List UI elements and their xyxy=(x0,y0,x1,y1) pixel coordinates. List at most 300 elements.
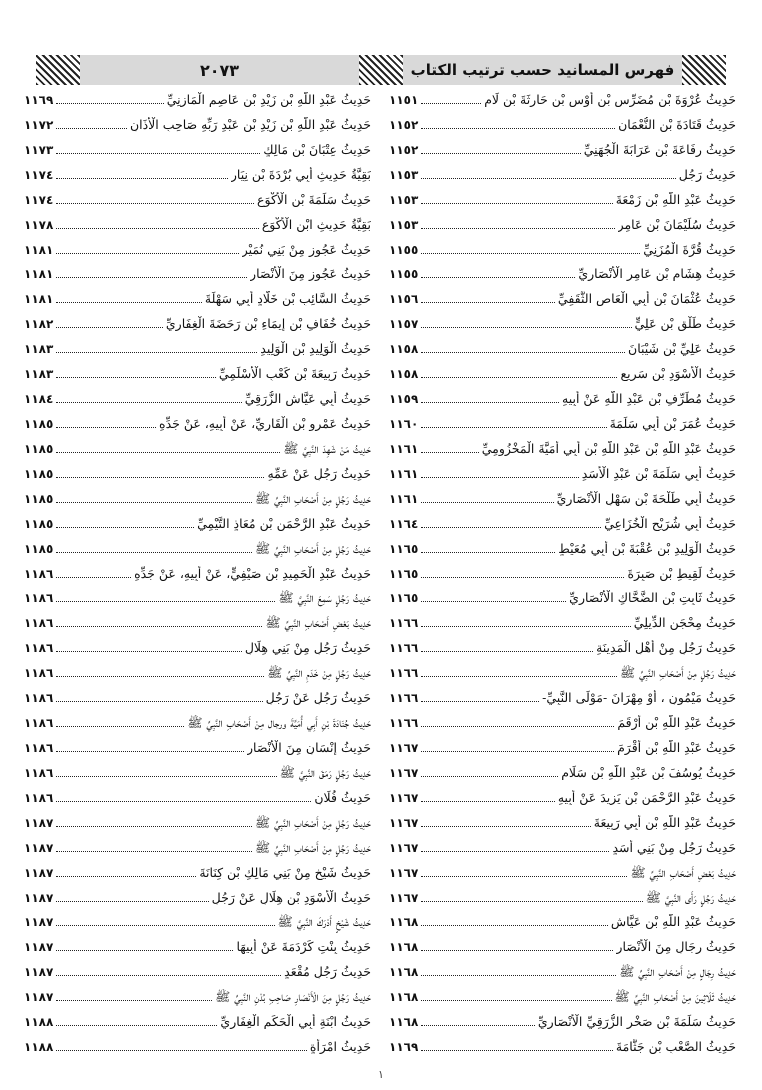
leader-dots xyxy=(56,302,202,303)
index-entry xyxy=(389,341,736,366)
index-entry xyxy=(389,192,736,217)
entry-title: حَدِيثُ عَبْدِ اللَّهِ بْنِ زَمْعَةَ xyxy=(615,191,736,207)
entry-title: حَدِيثُ أَبِي طَلْحَةَ بْنِ سَهْلٍ الْأَنْصَارِيِّ xyxy=(556,490,736,506)
entry-page-number: ١١٨١ xyxy=(24,292,54,307)
entry-page-number: ١١٦٩ xyxy=(389,1040,419,1055)
entry-page-number: ١١٨١ xyxy=(24,242,54,257)
leader-dots xyxy=(421,253,640,254)
leader-dots xyxy=(421,901,642,902)
index-entry xyxy=(24,715,371,740)
leader-dots xyxy=(421,577,624,578)
entry-page-number: ١١٦٦ xyxy=(389,666,419,681)
entry-title: حَدِيثُ رَجُلٍ مِنْ بَنِي هِلَالٍ xyxy=(244,640,371,656)
entry-title: حَدِيثُ مِحْجَنٍ الدِّيلِيِّ xyxy=(633,615,736,631)
entry-title: حَدِيثُ رَجُلٍ مِنْ أَصْحَابِ النَّبِيِّ ﷺ xyxy=(255,490,371,506)
index-entry xyxy=(389,765,736,790)
leader-dots xyxy=(56,502,252,503)
entry-page-number: ١١٨١ xyxy=(24,267,54,282)
index-columns xyxy=(24,92,736,1064)
entry-title: حَدِيثُ رَجُلٍ مِنْ أَهْلِ الْمَدِينَةِ xyxy=(596,640,736,656)
entry-title: حَدِيثُ عَبْدِ اللَّهِ بْنِ عَيَّاشٍ xyxy=(610,914,736,930)
index-entry xyxy=(389,740,736,765)
entry-title: حَدِيثُ عَبْدِ الرَّحْمَنِ بْنِ يَزِيدَ عَنْ أَبِيهِ xyxy=(557,789,736,805)
entry-page-number: ١١٨٥ xyxy=(24,541,54,556)
entry-page-number: ١١٦٨ xyxy=(389,990,419,1005)
index-entry xyxy=(24,815,371,840)
leader-dots xyxy=(421,676,617,677)
index-entry xyxy=(389,167,736,192)
leader-dots xyxy=(56,477,264,478)
leader-dots xyxy=(421,701,539,702)
entry-page-number: ١١٨٣ xyxy=(24,342,54,357)
entry-page-number: ١١٦٦ xyxy=(389,641,419,656)
entry-title: حَدِيثُ رَجُلٍ مُقْعَدٍ xyxy=(284,964,371,980)
entry-title: حَدِيثُ رَجُلٍ مِنَ الْأَنْصَارِ صَاحِبِ بُدْنِ النَّبِيِّ ﷺ xyxy=(215,989,371,1005)
leader-dots xyxy=(56,452,280,453)
entry-title: حَدِيثُ عِتْبَانَ بْنِ مَالِكٍ xyxy=(263,141,371,157)
index-entry xyxy=(24,989,371,1014)
index-entry xyxy=(24,391,371,416)
leader-dots xyxy=(421,153,580,154)
entry-title: حَدِيثُ رَجُلٍ xyxy=(678,166,736,182)
entry-page-number: ١١٥٥ xyxy=(389,242,419,257)
leader-dots xyxy=(421,352,625,353)
entry-title: حَدِيثُ رِجَالٍ مِنَ الْأَنْصَارِ xyxy=(616,939,736,955)
entry-page-number: ١١٥٢ xyxy=(389,117,419,132)
leader-dots xyxy=(421,626,630,627)
entry-page-number: ١١٦٧ xyxy=(389,840,419,855)
index-entry xyxy=(389,890,736,915)
leader-dots xyxy=(56,1050,307,1051)
leader-dots xyxy=(421,751,614,752)
leader-dots xyxy=(421,1050,613,1051)
leader-dots xyxy=(56,950,233,951)
index-entry xyxy=(24,491,371,516)
index-entry xyxy=(389,266,736,291)
index-entry xyxy=(24,192,371,217)
entry-title: حَدِيثُ أَبِي سَلَمَةَ بْنِ عَبْدِ الْأَسَدِ xyxy=(581,465,736,481)
entry-page-number: ١١٦١ xyxy=(389,441,419,456)
leader-dots xyxy=(56,427,156,428)
leader-dots xyxy=(421,402,559,403)
entry-page-number: ١١٦٥ xyxy=(389,566,419,581)
leader-dots xyxy=(56,826,252,827)
index-entry xyxy=(389,865,736,890)
entry-title: حَدِيثُ عَبْدِ الْحَمِيدِ بْنِ صَيْفِيٍّ، عَنْ أَبِيهِ، عَنْ جَدِّهِ xyxy=(134,565,371,581)
entry-page-number: ١١٦٩ xyxy=(24,93,54,107)
entry-title: حَدِيثُ عَبْدِ اللَّهِ بْنِ زَيْدِ بْنِ عَبْدِ رَبِّهِ صَاحِبِ الْأَذَانِ xyxy=(129,116,371,132)
index-entry xyxy=(389,640,736,665)
entry-title: حَدِيثُ لَقِيطِ بْنِ صَبِرَةَ xyxy=(627,565,736,581)
entry-page-number: ١١٨٦ xyxy=(24,790,54,805)
entry-page-number: ١١٦٦ xyxy=(389,616,419,631)
entry-title: حَدِيثُ رِجَالٍ مِنْ أَصْحَابِ النَّبِيِّ ﷺ xyxy=(619,964,736,980)
right-column xyxy=(389,92,736,1064)
entry-title: حَدِيثُ رَجُلٍ عَنْ عَمِّهِ xyxy=(267,465,371,481)
index-entry xyxy=(389,316,736,341)
entry-page-number: ١١٧٤ xyxy=(24,192,54,207)
entry-title: حَدِيثُ رَجُلٍ رَمَقَ النَّبِيَّ ﷺ xyxy=(279,764,371,780)
leader-dots xyxy=(421,178,675,179)
entry-page-number: ١١٥٨ xyxy=(389,367,419,382)
entry-title: حَدِيثُ عَبْدِ اللَّهِ بْنِ زَيْدِ بْنِ عَاصِمٍ الْمَازِنِيِّ xyxy=(166,92,371,107)
leader-dots xyxy=(421,950,613,951)
index-entry xyxy=(389,416,736,441)
entry-page-number: ١١٨٦ xyxy=(24,765,54,780)
entry-title: حَدِيثُ سَلَمَةَ بْنِ صَخْرٍ الزُّرَقِيِّ الْأَنْصَارِيِّ xyxy=(537,1014,736,1030)
leader-dots xyxy=(421,876,627,877)
entry-title: حَدِيثُ رَجُلٍ مِنْ أَصْحَابِ النَّبِيِّ ﷺ xyxy=(620,665,736,681)
index-entry xyxy=(24,142,371,167)
index-entry xyxy=(389,615,736,640)
entry-page-number: ١١٨٣ xyxy=(24,367,54,382)
entry-title: حَدِيثُ رَجُلٍ مِنْ أَصْحَابِ النَّبِيِّ ﷺ xyxy=(255,839,371,855)
entry-title: حَدِيثُ عُرْوَةَ بْنِ مُضَرِّسِ بْنِ أَوْسِ بْنِ حَارِثَةَ بْنِ لَامٍ xyxy=(484,92,736,107)
index-entry xyxy=(389,1039,736,1064)
index-entry xyxy=(389,242,736,267)
entry-page-number: ١١٨٤ xyxy=(24,392,54,407)
index-entry xyxy=(24,466,371,491)
entry-page-number: ١١٥٣ xyxy=(389,167,419,182)
entry-page-number: ١١٨٥ xyxy=(24,466,54,481)
entry-page-number: ١١٨٧ xyxy=(24,990,54,1005)
index-entry xyxy=(389,665,736,690)
entry-page-number: ١١٦٤ xyxy=(389,516,419,531)
page-number: ٢٠٧٣ xyxy=(199,60,240,80)
entry-title: حَدِيثُ عَلِيِّ بْنِ شَيْبَانَ xyxy=(628,341,736,357)
leader-dots xyxy=(56,751,244,752)
entry-page-number: ١١٨٧ xyxy=(24,890,54,905)
entry-title: حَدِيثُ عَمْرِو بْنِ الْقَارِيِّ، عَنْ أَبِيهِ، عَنْ جَدِّهِ xyxy=(159,415,371,431)
index-entry xyxy=(389,541,736,566)
entry-page-number: ١١٦٨ xyxy=(389,940,419,955)
entry-page-number: ١١٨٦ xyxy=(24,591,54,606)
entry-title: حَدِيثُ الْأَسْوَدِ بْنِ سَرِيعٍ xyxy=(620,366,736,382)
entry-page-number: ١١٥٣ xyxy=(389,217,419,232)
entry-title: حَدِيثُ أَبِي شُرَيْحٍ الْخُزَاعِيِّ xyxy=(604,515,736,531)
entry-page-number: ١١٦٧ xyxy=(389,815,419,830)
entry-title: حَدِيثُ عَبْدِ اللَّهِ بْنِ أَبِي رَبِيعَةَ xyxy=(593,814,736,830)
leader-dots xyxy=(56,153,260,154)
entry-title: حَدِيثُ قُرَّةَ الْمُزَنِيِّ xyxy=(643,241,736,257)
entry-page-number: ١١٥١ xyxy=(389,93,419,107)
entry-title: حَدِيثُ عَبْدِ اللَّهِ بْنِ عَبْدِ اللَّهِ بْنِ أَبِي أُمَيَّةَ الْمَخْزُومِيِّ xyxy=(481,440,736,456)
entry-page-number: ١١٧٤ xyxy=(24,167,54,182)
entry-page-number: ١١٨٦ xyxy=(24,716,54,731)
leader-dots xyxy=(56,901,208,902)
entry-title: حَدِيثُ رِفَاعَةَ بْنِ عَرَابَةَ الْجُهَنِيِّ xyxy=(583,141,736,157)
entry-page-number: ١١٥٣ xyxy=(389,192,419,207)
leader-dots xyxy=(421,502,553,503)
leader-dots xyxy=(421,427,606,428)
leader-dots xyxy=(421,601,566,602)
leader-dots xyxy=(421,552,555,553)
entry-title: حَدِيثُ أَبِي عَيَّاشٍ الزُّرَقِيِّ xyxy=(244,391,371,407)
entry-page-number: ١١٦٧ xyxy=(389,790,419,805)
index-entry xyxy=(24,341,371,366)
leader-dots xyxy=(421,801,555,802)
leader-dots xyxy=(421,826,590,827)
index-entry xyxy=(24,541,371,566)
leader-dots xyxy=(56,975,281,976)
entry-page-number: ١١٦٦ xyxy=(389,691,419,706)
index-entry xyxy=(24,964,371,989)
leader-dots xyxy=(421,975,616,976)
page-number-band xyxy=(80,55,359,85)
entry-title: حَدِيثُ الصَّعْبِ بْنِ جَثَّامَةَ xyxy=(615,1039,736,1055)
index-entry xyxy=(389,989,736,1014)
index-entry xyxy=(24,640,371,665)
leader-dots xyxy=(56,352,257,353)
index-entry xyxy=(389,391,736,416)
leader-dots xyxy=(56,726,184,727)
entry-title: حَدِيثُ شَيْخٍ أَدْرَكَ النَّبِيَّ ﷺ xyxy=(277,914,371,930)
entry-title: حَدِيثُ هِشَامِ بْنِ عَامِرٍ الْأَنْصَارِيِّ xyxy=(578,266,736,282)
leader-dots xyxy=(56,203,254,204)
index-entry xyxy=(24,790,371,815)
entry-page-number: ١١٥٦ xyxy=(389,292,419,307)
leader-dots xyxy=(56,1000,212,1001)
entry-title: حَدِيثُ رَجُلٍ مِنْ خَدَمِ النَّبِيِّ ﷺ xyxy=(267,665,371,681)
index-entry xyxy=(389,466,736,491)
index-entry xyxy=(389,441,736,466)
leader-dots xyxy=(56,651,242,652)
leader-dots xyxy=(421,925,608,926)
entry-page-number: ١١٨٦ xyxy=(24,740,54,755)
entry-page-number: ١١٨٧ xyxy=(24,940,54,955)
index-entry xyxy=(24,765,371,790)
leader-dots xyxy=(56,601,275,602)
index-entry xyxy=(24,1039,371,1064)
index-entry xyxy=(389,815,736,840)
index-entry xyxy=(24,266,371,291)
entry-title: حَدِيثُ عَجُوزٍ مِنَ الْأَنْصَارِ xyxy=(250,266,371,282)
index-entry xyxy=(24,939,371,964)
entry-title: حَدِيثُ مَنْ شَهِدَ النَّبِيَّ ﷺ xyxy=(283,440,371,456)
leader-dots xyxy=(421,103,481,104)
entry-page-number: ١١٦٨ xyxy=(389,965,419,980)
entry-title: حَدِيثُ ثَابِتِ بْنِ الضَّحَّاكِ الْأَنْصَارِيِّ xyxy=(569,590,736,606)
entry-page-number: ١١٨٥ xyxy=(24,516,54,531)
entry-page-number: ١١٦٨ xyxy=(389,915,419,930)
index-entry xyxy=(389,1014,736,1039)
entry-page-number: ١١٧٢ xyxy=(24,117,54,132)
index-entry xyxy=(24,740,371,765)
leader-dots xyxy=(421,851,609,852)
index-entry xyxy=(24,865,371,890)
entry-page-number: ١١٨٧ xyxy=(24,840,54,855)
leader-dots xyxy=(56,103,163,104)
left-column xyxy=(24,92,371,1064)
entry-page-number: ١١٦٥ xyxy=(389,591,419,606)
entry-page-number: ١١٦١ xyxy=(389,466,419,481)
entry-page-number: ١١٥٥ xyxy=(389,267,419,282)
footer-marker: ١ xyxy=(378,1068,384,1081)
page-header xyxy=(36,55,726,85)
entry-title: حَدِيثُ بَعْضِ أَصْحَابِ النَّبِيِّ ﷺ xyxy=(630,864,736,880)
leader-dots xyxy=(421,302,555,303)
leader-dots xyxy=(421,726,614,727)
index-entry xyxy=(389,291,736,316)
leader-dots xyxy=(421,327,631,328)
entry-title: حَدِيثُ رَبِيعَةَ بْنِ كَعْبٍ الْأَسْلَمِيِّ xyxy=(218,366,371,382)
entry-title: حَدِيثُ الْأَسْوَدِ بْنِ هِلَالٍ عَنْ رَجُلٍ xyxy=(211,889,371,905)
leader-dots xyxy=(56,377,216,378)
entry-title: حَدِيثُ إِنْسَانٍ مِنَ الْأَنْصَارِ xyxy=(246,739,371,755)
entry-title: حَدِيثُ عُمَرَ بْنِ أَبِي سَلَمَةَ xyxy=(609,415,736,431)
index-entry xyxy=(389,840,736,865)
entry-title: حَدِيثُ رَجُلٍ عَنْ رَجُلٍ xyxy=(265,690,371,706)
leader-dots xyxy=(421,277,575,278)
entry-title: حَدِيثُ مَيْمُونٍ ، أَوْ مِهْرَانَ -مَوْلَى النَّبِيِّ- xyxy=(542,690,736,706)
entry-title: حَدِيثُ عَبْدِ الرَّحْمَنِ بْنِ مُعَاذٍ التَّيْمِيِّ xyxy=(197,515,371,531)
entry-page-number: ١١٨٦ xyxy=(24,691,54,706)
leader-dots xyxy=(421,377,617,378)
entry-title: حَدِيثُ رَجُلٍ مِنْ بَنِي أَسَدٍ xyxy=(612,839,736,855)
leader-dots xyxy=(421,1025,535,1026)
index-entry xyxy=(24,690,371,715)
index-entry xyxy=(389,566,736,591)
entry-page-number: ١١٦٧ xyxy=(389,740,419,755)
leader-dots xyxy=(421,527,601,528)
entry-page-number: ١١٦٠ xyxy=(389,416,419,431)
entry-page-number: ١١٥٧ xyxy=(389,317,419,332)
index-entry xyxy=(24,890,371,915)
index-entry xyxy=(24,92,371,117)
entry-title: حَدِيثُ شَيْخٍ مِنْ بَنِي مَالِكِ بْنِ كِنَانَةَ xyxy=(199,864,371,880)
index-entry xyxy=(24,441,371,466)
index-entry xyxy=(389,491,736,516)
entry-title: حَدِيثُ خُفَافِ بْنِ إِيمَاءِ بْنِ رَحَضَةَ الْغِفَارِيِّ xyxy=(165,316,371,332)
leader-dots xyxy=(56,626,262,627)
leader-dots xyxy=(56,253,238,254)
leader-dots xyxy=(421,452,478,453)
entry-page-number: ١١٥٨ xyxy=(389,342,419,357)
leader-dots xyxy=(56,776,276,777)
entry-page-number: ١١٨٧ xyxy=(24,915,54,930)
index-entry xyxy=(389,939,736,964)
entry-title: حَدِيثُ ثَلَاثِينَ مِنْ أَصْحَابِ النَّبِيِّ ﷺ xyxy=(614,989,736,1005)
header-pattern-left xyxy=(36,55,80,85)
entry-page-number: ١١٨٦ xyxy=(24,641,54,656)
leader-dots xyxy=(56,552,252,553)
leader-dots xyxy=(421,228,614,229)
index-entry xyxy=(389,914,736,939)
entry-title: حَدِيثُ السَّائِبِ بْنِ خَلَّادٍ أَبِي سَهْلَةَ xyxy=(204,291,371,307)
entry-page-number: ١١٦٧ xyxy=(389,890,419,905)
leader-dots xyxy=(421,203,612,204)
leader-dots xyxy=(421,776,558,777)
leader-dots xyxy=(56,402,241,403)
index-entry xyxy=(389,92,736,117)
leader-dots xyxy=(56,851,252,852)
entry-title: حَدِيثُ الْوَلِيدِ بْنِ الْوَلِيدِ xyxy=(260,341,371,357)
header-pattern-middle xyxy=(359,55,403,85)
entry-page-number: ١١٨٨ xyxy=(24,1040,54,1055)
index-entry xyxy=(24,615,371,640)
entry-title: حَدِيثُ سُلَيْمَانَ بْنِ عَامِرٍ xyxy=(617,216,736,232)
entry-page-number: ١١٨٦ xyxy=(24,616,54,631)
entry-page-number: ١١٨٥ xyxy=(24,416,54,431)
entry-page-number: ١١٦١ xyxy=(389,491,419,506)
entry-page-number: ١١٨٦ xyxy=(24,566,54,581)
entry-title: حَدِيثُ رَجُلٍ مِنْ أَصْحَابِ النَّبِيِّ ﷺ xyxy=(255,814,371,830)
index-entry xyxy=(24,590,371,615)
leader-dots xyxy=(56,876,196,877)
leader-dots xyxy=(56,527,194,528)
leader-dots xyxy=(421,651,593,652)
index-entry xyxy=(24,840,371,865)
entry-title: حَدِيثُ عَجُوزٍ مِنْ بَنِي نُمَيْرٍ xyxy=(241,241,371,257)
index-entry xyxy=(389,142,736,167)
entry-page-number: ١١٦٦ xyxy=(389,716,419,731)
entry-title: حَدِيثُ الْوَلِيدِ بْنِ عُقْبَةَ بْنِ أَبِي مُعَيْطٍ xyxy=(558,540,736,556)
entry-title: حَدِيثُ جُنَادَةَ بْنِ أَبِي أُمَيَّةَ ورجال مِنْ أَصْحَابِ النَّبِيِّ ﷺ xyxy=(187,715,371,731)
entry-title: حَدِيثُ رَجُلٍ مِنْ أَصْحَابِ النَّبِيِّ ﷺ xyxy=(255,540,371,556)
index-entry xyxy=(389,790,736,815)
entry-title: حَدِيثُ سَلَمَةَ بْنِ الْأَكْوَعِ xyxy=(257,191,371,207)
index-entry xyxy=(24,117,371,142)
leader-dots xyxy=(56,327,163,328)
index-entry xyxy=(389,715,736,740)
entry-page-number: ١١٦٧ xyxy=(389,865,419,880)
entry-title: حَدِيثُ قَتَادَةَ بْنِ النُّعْمَانِ xyxy=(618,116,736,132)
index-entry xyxy=(389,964,736,989)
entry-title: حَدِيثُ مُطَرِّفِ بْنِ عَبْدِ اللَّهِ عَنْ أَبِيهِ xyxy=(562,391,736,407)
index-entry xyxy=(24,566,371,591)
entry-title: حَدِيثُ فُلَانٍ xyxy=(314,789,371,805)
index-entry xyxy=(24,665,371,690)
entry-page-number: ١١٧٣ xyxy=(24,142,54,157)
entry-title: حَدِيثُ امْرَأَةٍ xyxy=(309,1039,371,1055)
leader-dots xyxy=(421,1000,611,1001)
index-entry xyxy=(389,366,736,391)
entry-title: بَقِيَّةُ حَدِيثِ ابْنِ الْأَكْوَعِ xyxy=(261,216,371,232)
entry-title: حَدِيثُ يُوسُفَ بْنِ عَبْدِ اللَّهِ بْنِ سَلَامٍ xyxy=(561,764,736,780)
index-entry xyxy=(389,217,736,242)
index-entry xyxy=(389,590,736,615)
entry-title: حَدِيثُ رَجُلٍ سَمِعَ النَّبِيَّ ﷺ xyxy=(278,590,371,606)
entry-page-number: ١١٨٧ xyxy=(24,815,54,830)
entry-page-number: ١١٨٥ xyxy=(24,491,54,506)
leader-dots xyxy=(56,228,259,229)
index-entry xyxy=(24,291,371,316)
entry-title: حَدِيثُ ابْنَةِ أَبِي الْحَكَمِ الْغِفَارِيِّ xyxy=(220,1014,371,1030)
leader-dots xyxy=(421,128,615,129)
index-entry xyxy=(24,217,371,242)
entry-page-number: ١١٨٨ xyxy=(24,1015,54,1030)
leader-dots xyxy=(56,701,262,702)
index-entry xyxy=(389,690,736,715)
title-band xyxy=(403,55,682,85)
entry-title: حَدِيثُ عَبْدِ اللَّهِ بْنِ أَرْقَمَ xyxy=(617,715,736,731)
entry-title: حَدِيثُ طَلْقِ بْنِ عَلِيٍّ xyxy=(634,316,736,332)
entry-page-number: ١١٨٧ xyxy=(24,965,54,980)
entry-title: بَقِيَّةُ حَدِيثِ أَبِي بُرْدَةَ بْنِ نِيَارٍ xyxy=(230,166,371,182)
entry-page-number: ١١٦٥ xyxy=(389,541,419,556)
index-entry xyxy=(24,914,371,939)
entry-title: حَدِيثُ بِنْتِ كَرْدَمَةَ عَنْ أَبِيهَا xyxy=(236,939,371,955)
entry-page-number: ١١٨٢ xyxy=(24,317,54,332)
entry-title: حَدِيثُ عَبْدِ اللَّهِ بْنِ أَقْرَمَ xyxy=(617,739,736,755)
entry-page-number: ١١٦٧ xyxy=(389,765,419,780)
leader-dots xyxy=(56,801,311,802)
entry-title: حَدِيثُ بَعْضِ أَصْحَابِ النَّبِيِّ ﷺ xyxy=(265,615,371,631)
leader-dots xyxy=(56,676,264,677)
entry-page-number: ١١٧٨ xyxy=(24,217,54,232)
index-entry xyxy=(24,316,371,341)
leader-dots xyxy=(56,178,228,179)
